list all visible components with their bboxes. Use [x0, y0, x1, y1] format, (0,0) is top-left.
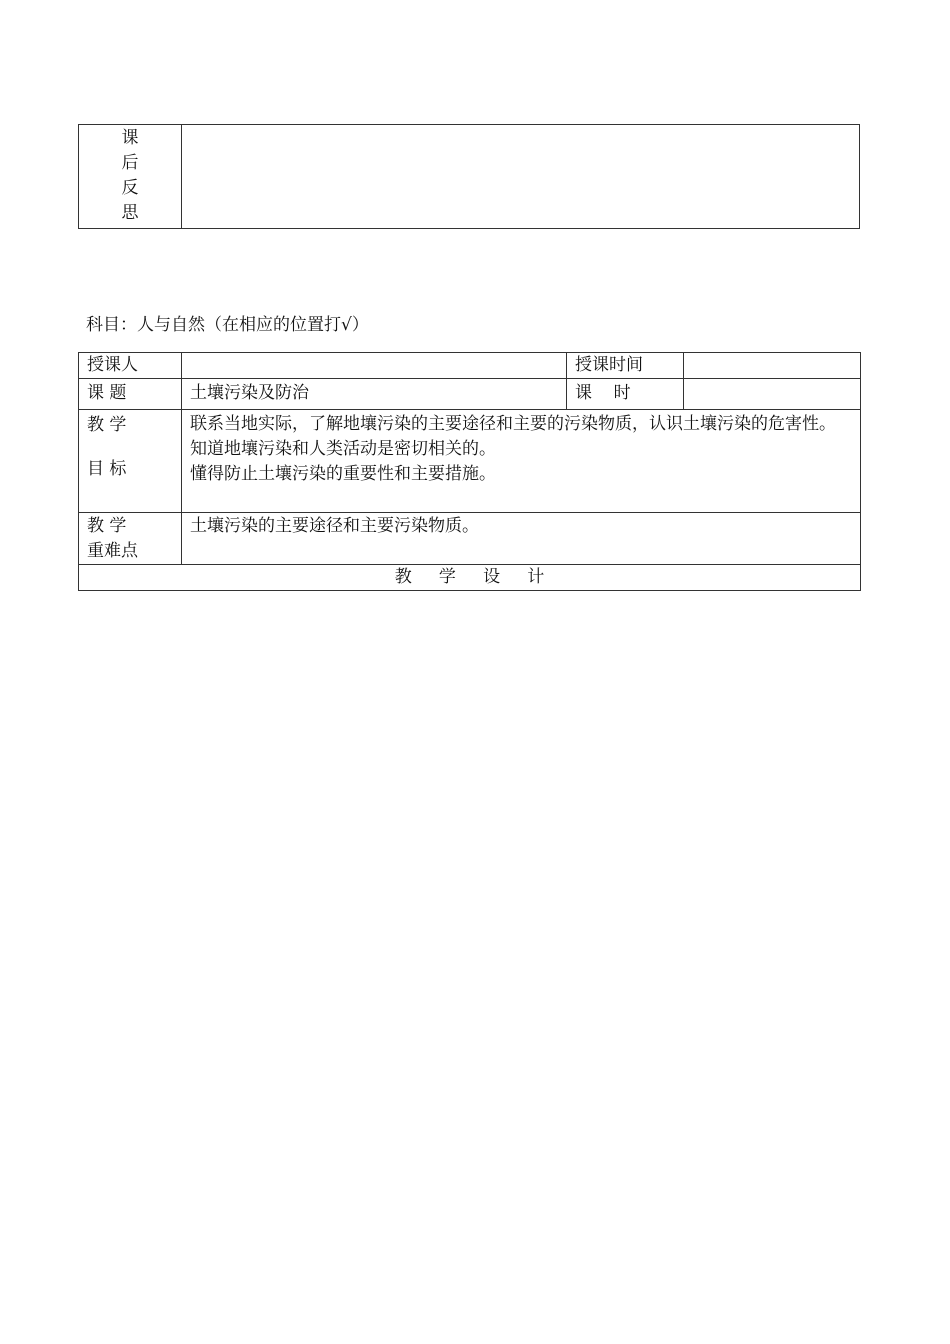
- topic-label: 课 题: [79, 379, 182, 410]
- reflection-content-cell[interactable]: [182, 125, 860, 229]
- key-points-label-line: 重难点: [87, 541, 138, 561]
- goals-content: [182, 410, 861, 513]
- reflection-row: [79, 125, 860, 229]
- key-points-label-line: 教 学: [87, 516, 127, 536]
- topic-row: [79, 379, 861, 410]
- goal-item: 知道地壤污染和人类活动是密切相关的。: [190, 439, 496, 459]
- reflection-label-char: 反: [121, 178, 139, 198]
- goal-item: 懂得防止土壤污染的重要性和主要措施。: [190, 464, 496, 484]
- design-title: 教学设计: [79, 565, 861, 591]
- reflection-table: [78, 124, 860, 229]
- lesson-plan-table: [78, 352, 861, 591]
- goal-item: 联系当地实际，了解地壤污染的主要途径和主要的污染物质，认识土壤污染的危害性。: [190, 414, 836, 434]
- hours-value-cell[interactable]: [684, 379, 861, 410]
- goals-label-line: 目 标: [87, 459, 127, 479]
- reflection-label-char: 后: [121, 153, 139, 173]
- reflection-label-char: 课: [121, 128, 139, 148]
- teacher-value-cell[interactable]: [182, 353, 567, 379]
- time-label: 授课时间: [567, 353, 684, 379]
- key-points-label: [79, 513, 182, 565]
- goals-label-line: 教 学: [87, 415, 127, 435]
- time-value-cell[interactable]: [684, 353, 861, 379]
- goals-label: [79, 410, 182, 513]
- reflection-label: [79, 125, 182, 229]
- topic-value: 土壤污染及防治: [182, 379, 567, 410]
- teacher-label: 授课人: [79, 353, 182, 379]
- teacher-row: [79, 353, 861, 379]
- reflection-label-char: 思: [121, 203, 139, 223]
- goals-row: [79, 410, 861, 513]
- key-points-row: [79, 513, 861, 565]
- subject-line: 科目：人与自然（在相应的位置打√）: [86, 315, 369, 335]
- design-title-row: [79, 565, 861, 591]
- key-points-content: 土壤污染的主要途径和主要污染物质。: [182, 513, 861, 565]
- hours-label: 课 时: [567, 379, 684, 410]
